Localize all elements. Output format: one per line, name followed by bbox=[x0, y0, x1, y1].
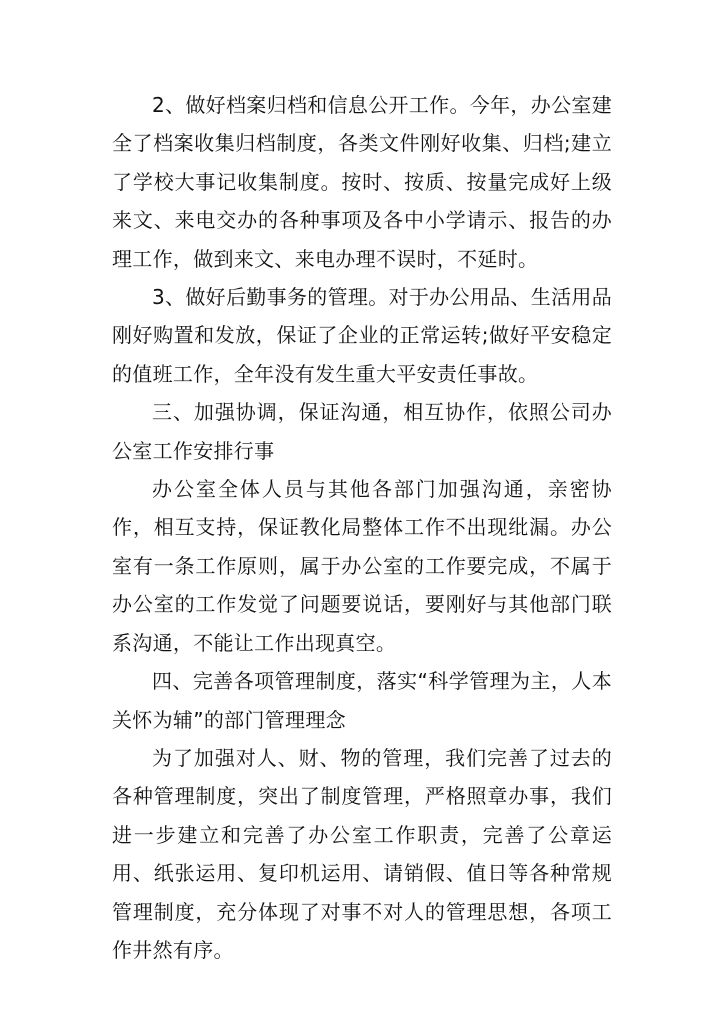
paragraph-archive-work: 2、做好档案归档和信息公开工作。今年，办公室建全了档案收集归档制度，各类文件刚好收集、归档;建立了学校大事记收集制度。按时、按质、按量完成好上级来文、来电交办的各种事项及各中小学请示、报告的办理工作，做到来文、来电办理不误时，不延时。 bbox=[112, 93, 612, 271]
section-heading-coordination: 三、加强协调，保证沟通，相互协作，依照公司办公室工作安排行事 bbox=[112, 400, 612, 463]
section-heading-management-system: 四、完善各项管理制度，落实“科学管理为主，人本关怀为辅”的部门管理理念 bbox=[112, 669, 612, 732]
document-page bbox=[112, 86, 612, 969]
paragraph-management-system: 为了加强对人、财、物的管理，我们完善了过去的各种管理制度，突出了制度管理，严格照章办事，我们进一步建立和完善了办公室工作职责，完善了公章运用、纸张运用、复印机运用、请销假、值日等各种常规管理制度，充分体现了对事不对人的管理思想，各项工作井然有序。 bbox=[112, 745, 612, 962]
paragraph-coordination: 办公室全体人员与其他各部门加强沟通，亲密协作，相互支持，保证教化局整体工作不出现纰漏。办公室有一条工作原则，属于办公室的工作要完成，不属于办公室的工作发觉了问题要说话，要刚好与其他部门联系沟通，不能让工作出现真空。 bbox=[112, 477, 612, 655]
paragraph-logistics-management: 3、做好后勤事务的管理。对于办公用品、生活用品刚好购置和发放，保证了企业的正常运转;做好平安稳定的值班工作，全年没有发生重大平安责任事故。 bbox=[112, 285, 612, 386]
